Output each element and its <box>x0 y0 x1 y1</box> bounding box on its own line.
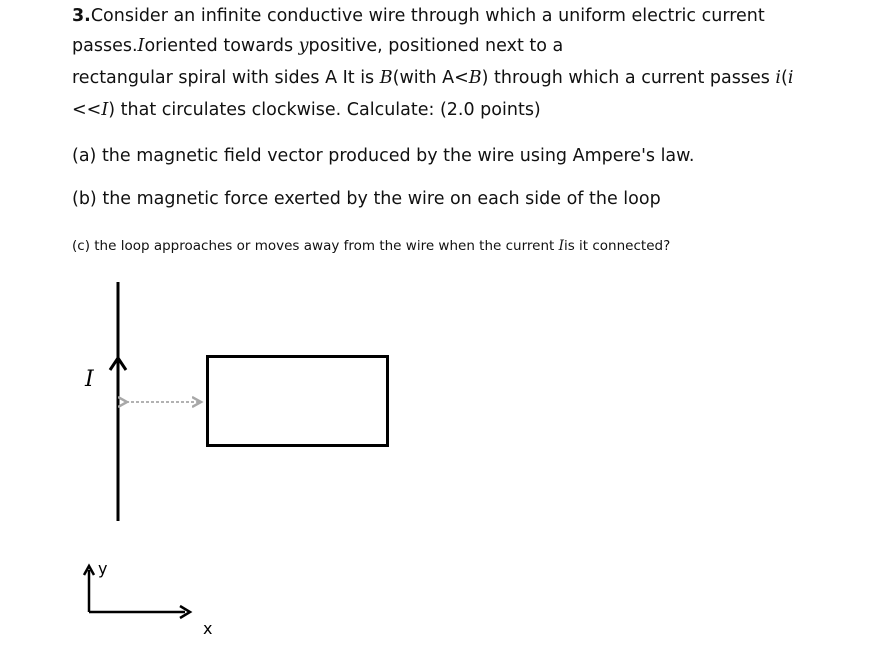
text-span: positive, positioned next to a <box>308 36 564 56</box>
text-span: (c) the loop approaches or moves away from the wire when the current <box>72 238 559 254</box>
rectangular-loop <box>208 357 388 446</box>
problem-text: Consider an infinite conductive wire through which a uniform electric current <box>90 6 765 26</box>
var-I: I <box>558 238 564 254</box>
item-a: (a) the magnetic field vector produced by the wire using Ampere's law. <box>72 146 695 166</box>
current-label: I <box>85 367 94 392</box>
var-I: I <box>101 100 109 120</box>
var-i: i <box>787 68 794 88</box>
var-I: I <box>137 36 145 56</box>
var-B: B <box>379 68 393 88</box>
text-span: << <box>72 100 102 120</box>
text-span: (with A< <box>392 68 469 88</box>
item-b: (b) the magnetic force exerted by the wire on each side of the loop <box>72 189 661 209</box>
y-axis-label: y <box>98 559 108 578</box>
var-i: i <box>775 68 782 88</box>
text-span: ) through which a current passes <box>481 68 776 88</box>
text-span: is it connected? <box>563 238 671 254</box>
var-B: B <box>468 68 482 88</box>
x-axis-label: x <box>203 619 213 638</box>
text-span: passes. <box>72 36 138 56</box>
text-span: ) that circulates clockwise. Calculate: (2.0 points) <box>108 100 541 120</box>
text-span: oriented towards <box>144 36 299 56</box>
text-span: rectangular spiral with sides A It is <box>72 68 380 88</box>
problem-number: 3. <box>72 6 91 26</box>
text-span: ( <box>781 68 788 88</box>
var-y: y <box>298 36 309 56</box>
